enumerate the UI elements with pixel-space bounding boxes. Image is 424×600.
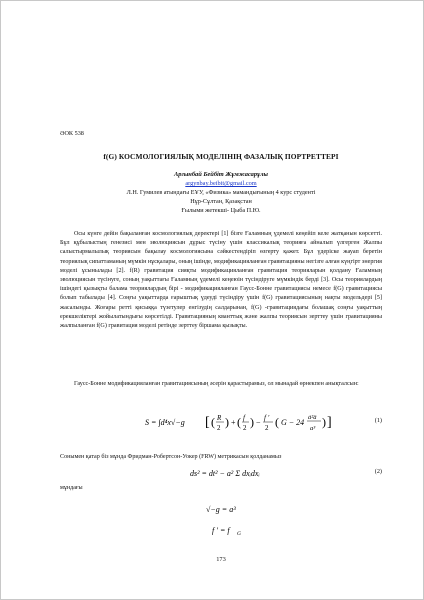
paper-page <box>60 0 382 600</box>
equation-2-number: (2) <box>374 468 382 475</box>
svg-text:√−g = a³: √−g = a³ <box>206 505 236 514</box>
intro-paragraph: Осы күнге дейін бақыланған космологиялық деректері [1] бізге Ғаламның үдемелі кеңейіп келе жатқанын көрсетті. Бұл құбылыстың генезисі мен эволюциясын дұрыс түсіну үшін классикалық теорияға айналып үлгерген Жалпы салыстырмалылық теориясын бақылау космологиясына сәйкестендіріп өзгерту қажет. Бұл үдерiске жауап беретін теориялық сипаттаманың мүмкін нұсқалары, оның ішінде, модификацияланған гравитацияны негізге алған күңгірт энергия моделі ұсынылады [2]. f(R) гравитация сияқты модификацияланған гравитация теорияларын қолдану Ғаламның эволюциясын түсінуге, соның уақыттағы Ғаламның үдемелі кеңеюін түсіндіруге мүмкіндік берді [3]. Осы теориялардың ішіндегі қызықты балама теориялардың бірі - модификацияланған Гаусс-Бонне гравитациясы немесе f(G) гравитациясы болып табылады [4]. Соңғы уақыттарда ғарыштық үдеуді түсіндіру үшін f(G) гравитациясының нақты модельдері [5] жасалынды. Жоғары ретті қисыққа түзетулер енгізудің салдарынан, f(G) -гравитациядағы болашақ соңғы уақыттың ерекшеліктері жойылатындығы көрсетілді. Гравитацияның кванттық және жалпы теориясын зерттеу үшін гравитацияны жалпыланған f(G) гравитация моделі ретінде зерттеу біршама қызықты. <box>60 231 382 330</box>
equation-det-metric <box>206 498 266 518</box>
svg-text:2: 2 <box>217 424 221 432</box>
svg-text:[: [ <box>205 415 210 430</box>
svg-text:f: f <box>243 414 245 422</box>
svg-text:f ′: f ′ <box>264 414 270 422</box>
supervisor: Ғылыми жетекші- Цыба П.Ю. <box>181 207 261 214</box>
udk-code: ӘОК 538 <box>60 130 84 137</box>
svg-text:(: ( <box>275 415 279 429</box>
author-location: Нұр-Сұлтан, Қазақстан <box>190 198 252 205</box>
svg-text:): ) <box>322 415 326 429</box>
equation-f-prime <box>212 519 262 539</box>
author-name: Аргынбай Бейбіт Жұмжасарұлы <box>174 171 268 178</box>
paper-title: f(G) КОСМОЛОГИЯЛЫҚ МОДЕЛІНІҢ ФАЗАЛЫҚ ПОРТРЕТТЕРІ <box>103 152 339 161</box>
svg-text:ds² = dt² − a² Σ dxᵢdxᵢ: ds² = dt² − a² Σ dxᵢdxᵢ <box>190 469 260 478</box>
equation-1-number: (1) <box>374 417 382 424</box>
page-number: 173 <box>216 556 226 563</box>
svg-text:−: − <box>256 418 261 427</box>
svg-text:(: ( <box>211 415 215 429</box>
svg-text:]: ] <box>327 415 332 430</box>
svg-text:R: R <box>217 414 222 422</box>
svg-text:G: G <box>237 531 241 537</box>
equation-action <box>145 405 365 439</box>
svg-text:+: + <box>231 418 236 427</box>
svg-text:): ) <box>225 415 229 429</box>
svg-text:2: 2 <box>243 424 247 432</box>
frw-intro-text: Сонымен қатар біз мұнда Фридман-Робертсон-Уокер (FRW) метрикасын қолданамыз <box>60 454 282 460</box>
svg-text:S = ∫d⁴x√−g: S = ∫d⁴x√−g <box>145 418 185 427</box>
author-affiliation: Л.Н. Гумилев атындағы ЕҰУ, «Физика» мамандығының 4 курс студенті <box>126 189 316 196</box>
where-word: мұндағы <box>60 485 83 491</box>
svg-text:ȧ²ä: ȧ²ä <box>308 414 317 421</box>
svg-text:): ) <box>250 415 254 429</box>
svg-text:G − 24: G − 24 <box>281 418 305 427</box>
svg-text:(: ( <box>237 415 241 429</box>
svg-text:a³: a³ <box>310 425 316 432</box>
author-email-link[interactable]: argynbay.beibit@gmail.com <box>185 180 257 187</box>
svg-text:f ′ = f: f ′ = f <box>212 526 230 535</box>
gauss-bonnet-paragraph: Гаусс-Бонне модификацияланған гравитациясының әсерін қарастырамыз, ол мынадай өрнекпен анықталсын: <box>74 381 359 387</box>
equation-frw-metric <box>190 462 280 482</box>
svg-text:2: 2 <box>265 424 269 432</box>
